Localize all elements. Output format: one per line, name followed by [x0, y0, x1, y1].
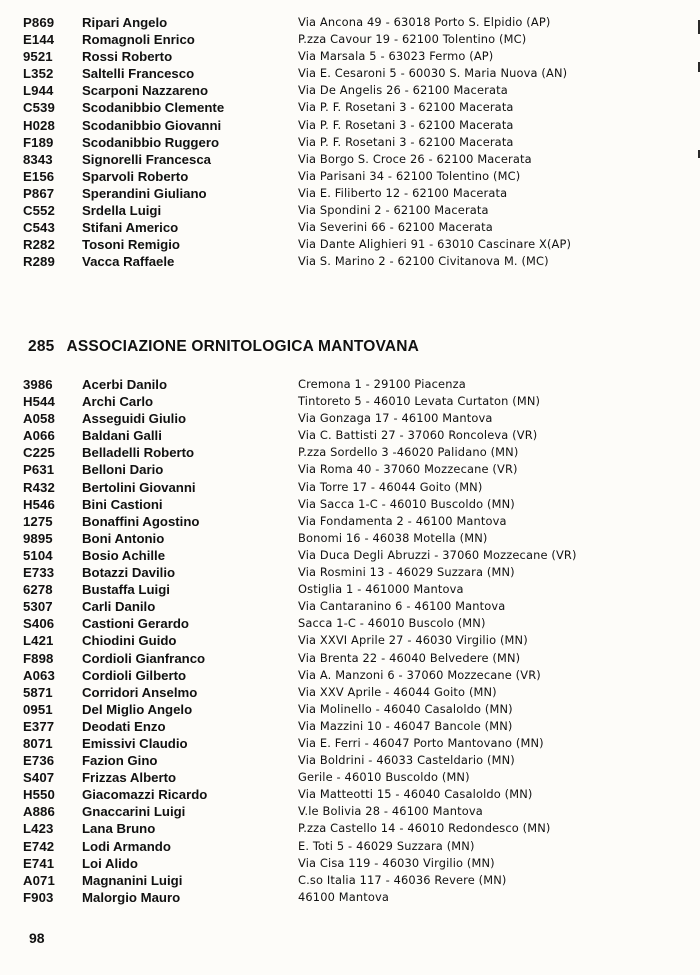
- member-row: [0, 530, 700, 547]
- member-name: Cordioli Gilberto: [82, 667, 187, 683]
- member-name: Chiodini Guido: [82, 633, 177, 649]
- member-name: Belloni Dario: [82, 462, 164, 478]
- member-row: [0, 632, 700, 649]
- member-address: Via Cisa 119 - 46030 Virgilio (MN): [298, 855, 495, 870]
- member-code: C543: [23, 220, 55, 236]
- member-address: P.zza Cavour 19 - 62100 Tolentino (MC): [298, 32, 527, 47]
- member-name: Scarponi Nazzareno: [82, 83, 209, 99]
- member-row: [0, 803, 700, 820]
- member-address: Via Gonzaga 17 - 46100 Mantova: [298, 411, 493, 426]
- member-row: [0, 117, 700, 134]
- member-row: [0, 376, 700, 393]
- member-name: Archi Carlo: [82, 394, 154, 410]
- member-address: Bonomi 16 - 46038 Motella (MN): [298, 530, 488, 545]
- member-address: Via Roma 40 - 37060 Mozzecane (VR): [298, 462, 518, 477]
- member-address: Via Borgo S. Croce 26 - 62100 Macerata: [298, 151, 532, 166]
- member-code: H546: [23, 496, 55, 512]
- member-code: 9521: [23, 49, 53, 65]
- member-code: E741: [23, 855, 55, 871]
- member-code: E733: [23, 565, 55, 581]
- member-code: A058: [23, 411, 55, 427]
- member-address: V.le Bolivia 28 - 46100 Mantova: [298, 804, 483, 819]
- member-code: E156: [23, 168, 55, 184]
- member-row: [0, 185, 700, 202]
- member-row: [0, 253, 700, 270]
- member-address: Via XXVI Aprile 27 - 46030 Virgilio (MN): [298, 633, 528, 648]
- member-row: [0, 31, 700, 48]
- member-address: Via Spondini 2 - 62100 Macerata: [298, 203, 489, 218]
- member-row: [0, 598, 700, 615]
- member-name: Asseguidi Giulio: [82, 411, 187, 427]
- member-row: [0, 14, 700, 31]
- member-address: Via Duca Degli Abruzzi - 37060 Mozzecane (VR): [298, 547, 577, 562]
- member-row: [0, 735, 700, 752]
- member-code: A886: [23, 804, 55, 820]
- member-code: S407: [23, 770, 55, 786]
- member-code: C539: [23, 100, 55, 116]
- member-row: [0, 684, 700, 701]
- member-code: L423: [23, 821, 54, 837]
- member-code: 5307: [23, 599, 53, 615]
- member-name: Sperandini Giuliano: [82, 185, 207, 201]
- member-name: Bustaffa Luigi: [82, 582, 170, 598]
- member-address: Sacca 1-C - 46010 Buscolo (MN): [298, 616, 486, 631]
- member-address: Via Sacca 1-C - 46010 Buscoldo (MN): [298, 496, 515, 511]
- member-code: C225: [23, 445, 55, 461]
- member-code: F903: [23, 889, 54, 905]
- member-row: [0, 855, 700, 872]
- member-row: [0, 581, 700, 598]
- member-name: Bonaffini Agostino: [82, 513, 200, 529]
- member-name: Lodi Armando: [82, 838, 171, 854]
- member-address: E. Toti 5 - 46029 Suzzara (MN): [298, 838, 475, 853]
- member-address: Via P. F. Rosetani 3 - 62100 Macerata: [298, 134, 514, 149]
- member-name: Acerbi Danilo: [82, 377, 168, 392]
- page-number: 98: [29, 930, 45, 946]
- member-row: [0, 769, 700, 786]
- member-address: Via E. Cesaroni 5 - 60030 S. Maria Nuova (AN): [298, 66, 568, 81]
- member-code: 0951: [23, 701, 53, 717]
- member-name: Bini Castioni: [82, 496, 163, 512]
- member-code: E736: [23, 753, 55, 769]
- member-row: [0, 513, 700, 530]
- section-title: ASSOCIAZIONE ORNITOLOGICA MANTOVANA: [66, 338, 420, 355]
- member-row: [0, 547, 700, 564]
- member-row: [0, 752, 700, 769]
- member-name: Carli Danilo: [82, 599, 156, 615]
- member-name: Loi Alido: [82, 855, 138, 871]
- member-address: Via Cantaranino 6 - 46100 Mantova: [298, 599, 506, 614]
- member-code: A066: [23, 428, 55, 444]
- member-code: F189: [23, 134, 54, 150]
- member-name: Saltelli Francesco: [82, 66, 195, 82]
- member-code: 9895: [23, 530, 53, 546]
- member-address: Via P. F. Rosetani 3 - 62100 Macerata: [298, 100, 514, 115]
- continued-member-list: [0, 14, 700, 270]
- member-name: Botazzi Davilio: [82, 565, 176, 581]
- member-row: [0, 564, 700, 581]
- member-name: Scodanibbio Giovanni: [82, 117, 222, 133]
- member-row: [0, 718, 700, 735]
- member-name: Rossi Roberto: [82, 49, 173, 65]
- member-code: P867: [23, 185, 55, 201]
- member-address: Cremona 1 - 29100 Piacenza: [298, 377, 466, 391]
- member-name: Boni Antonio: [82, 530, 165, 546]
- member-address: Via Matteotti 15 - 46040 Casaloldo (MN): [298, 787, 533, 802]
- member-row: [0, 786, 700, 803]
- section-number: 285: [28, 338, 55, 355]
- member-name: Srdella Luigi: [82, 203, 162, 219]
- member-address: Via Ancona 49 - 63018 Porto S. Elpidio (AP): [298, 15, 551, 29]
- member-name: Lana Bruno: [82, 821, 156, 837]
- member-code: H028: [23, 117, 55, 133]
- member-code: H544: [23, 394, 55, 410]
- member-code: 5104: [23, 547, 53, 563]
- member-code: P631: [23, 462, 55, 478]
- member-address: Via Parisani 34 - 62100 Tolentino (MC): [298, 168, 521, 183]
- member-address: Via Severini 66 - 62100 Macerata: [298, 220, 493, 235]
- member-row: [0, 444, 700, 461]
- member-name: Signorelli Francesca: [82, 151, 211, 167]
- member-row: [0, 701, 700, 718]
- member-code: L352: [23, 66, 54, 82]
- member-name: Belladelli Roberto: [82, 445, 195, 461]
- member-name: Castioni Gerardo: [82, 616, 189, 632]
- member-name: Bosio Achille: [82, 547, 166, 563]
- member-code: S406: [23, 616, 55, 632]
- member-row: [0, 219, 700, 236]
- member-code: F898: [23, 650, 54, 666]
- member-name: Magnanini Luigi: [82, 872, 183, 888]
- member-code: C552: [23, 203, 55, 219]
- member-name: Bertolini Giovanni: [82, 479, 196, 495]
- member-address: Gerile - 46010 Buscoldo (MN): [298, 770, 470, 785]
- member-address: P.zza Sordello 3 -46020 Palidano (MN): [298, 445, 519, 460]
- member-address: P.zza Castello 14 - 46010 Redondesco (MN): [298, 821, 551, 836]
- member-address: Via Molinello - 46040 Casaloldo (MN): [298, 701, 513, 716]
- member-code: A071: [23, 872, 55, 888]
- member-address: Via C. Battisti 27 - 37060 Roncoleva (VR): [298, 428, 538, 443]
- member-row: [0, 872, 700, 889]
- member-row: [0, 82, 700, 99]
- member-name: Malorgio Mauro: [82, 889, 181, 905]
- member-code: E377: [23, 718, 55, 734]
- member-code: P869: [23, 15, 55, 30]
- member-row: [0, 410, 700, 427]
- member-code: E144: [23, 32, 55, 48]
- member-name: Fazion Gino: [82, 753, 158, 769]
- member-code: 5871: [23, 684, 53, 700]
- member-name: Deodati Enzo: [82, 718, 166, 734]
- member-name: Vacca Raffaele: [82, 254, 175, 270]
- member-name: Scodanibbio Ruggero: [82, 134, 220, 150]
- member-address: Via Marsala 5 - 63023 Fermo (AP): [298, 49, 494, 64]
- member-address: Via S. Marino 2 - 62100 Civitanova M. (MC): [298, 254, 549, 269]
- member-code: L944: [23, 83, 54, 99]
- member-row: [0, 615, 700, 632]
- member-row: [0, 151, 700, 168]
- member-address: Tintoreto 5 - 46010 Levata Curtaton (MN): [298, 394, 541, 409]
- member-name: Tosoni Remigio: [82, 237, 180, 253]
- section-member-list: [0, 376, 700, 906]
- member-name: Baldani Galli: [82, 428, 162, 444]
- member-address: Via A. Manzoni 6 - 37060 Mozzecane (VR): [298, 667, 541, 682]
- member-name: Emissivi Claudio: [82, 735, 188, 751]
- member-code: L421: [23, 633, 54, 649]
- member-address: C.so Italia 117 - 46036 Revere (MN): [298, 872, 507, 887]
- member-row: [0, 820, 700, 837]
- member-address: Via Brenta 22 - 46040 Belvedere (MN): [298, 650, 521, 665]
- member-row: [0, 99, 700, 116]
- member-code: R432: [23, 479, 55, 495]
- member-address: 46100 Mantova: [298, 889, 389, 904]
- member-row: [0, 479, 700, 496]
- member-address: Via Rosmini 13 - 46029 Suzzara (MN): [298, 565, 515, 580]
- member-name: Sparvoli Roberto: [82, 168, 189, 184]
- member-row: [0, 48, 700, 65]
- member-row: [0, 461, 700, 478]
- member-code: 8071: [23, 735, 53, 751]
- member-code: A063: [23, 667, 55, 683]
- member-row: [0, 65, 700, 82]
- section-heading: [28, 337, 419, 357]
- member-address: Via Dante Alighieri 91 - 63010 Cascinare X(AP): [298, 237, 572, 252]
- member-address: Via Boldrini - 46033 Casteldario (MN): [298, 753, 515, 768]
- member-address: Via Fondamenta 2 - 46100 Mantova: [298, 513, 507, 528]
- member-row: [0, 650, 700, 667]
- member-row: [0, 667, 700, 684]
- member-address: Via XXV Aprile - 46044 Goito (MN): [298, 684, 497, 699]
- member-code: 6278: [23, 582, 53, 598]
- member-name: Gnaccarini Luigi: [82, 804, 186, 820]
- member-code: H550: [23, 787, 55, 803]
- member-code: R282: [23, 237, 55, 253]
- member-address: Via Torre 17 - 46044 Goito (MN): [298, 479, 483, 494]
- member-name: Del Miglio Angelo: [82, 701, 193, 717]
- member-row: [0, 134, 700, 151]
- member-address: Via P. F. Rosetani 3 - 62100 Macerata: [298, 117, 514, 132]
- member-code: E742: [23, 838, 55, 854]
- member-address: Via E. Ferri - 46047 Porto Mantovano (MN): [298, 735, 544, 750]
- member-address: Ostiglia 1 - 461000 Mantova: [298, 582, 464, 597]
- member-address: Via Mazzini 10 - 46047 Bancole (MN): [298, 718, 513, 733]
- member-row: [0, 236, 700, 253]
- member-address: Via De Angelis 26 - 62100 Macerata: [298, 83, 508, 98]
- member-row: [0, 427, 700, 444]
- member-name: Stifani Americo: [82, 220, 179, 236]
- member-code: R289: [23, 254, 55, 270]
- member-name: Scodanibbio Clemente: [82, 100, 225, 116]
- member-address: Via E. Filiberto 12 - 62100 Macerata: [298, 185, 508, 200]
- member-name: Cordioli Gianfranco: [82, 650, 206, 666]
- member-row: [0, 168, 700, 185]
- member-code: 3986: [23, 377, 53, 392]
- member-name: Romagnoli Enrico: [82, 32, 195, 48]
- member-name: Giacomazzi Ricardo: [82, 787, 208, 803]
- member-row: [0, 889, 700, 906]
- member-row: [0, 202, 700, 219]
- member-code: 1275: [23, 513, 53, 529]
- member-row: [0, 496, 700, 513]
- member-code: 8343: [23, 151, 53, 167]
- member-row: [0, 393, 700, 410]
- member-name: Frizzas Alberto: [82, 770, 177, 786]
- member-name: Ripari Angelo: [82, 15, 168, 30]
- member-name: Corridori Anselmo: [82, 684, 198, 700]
- member-row: [0, 838, 700, 855]
